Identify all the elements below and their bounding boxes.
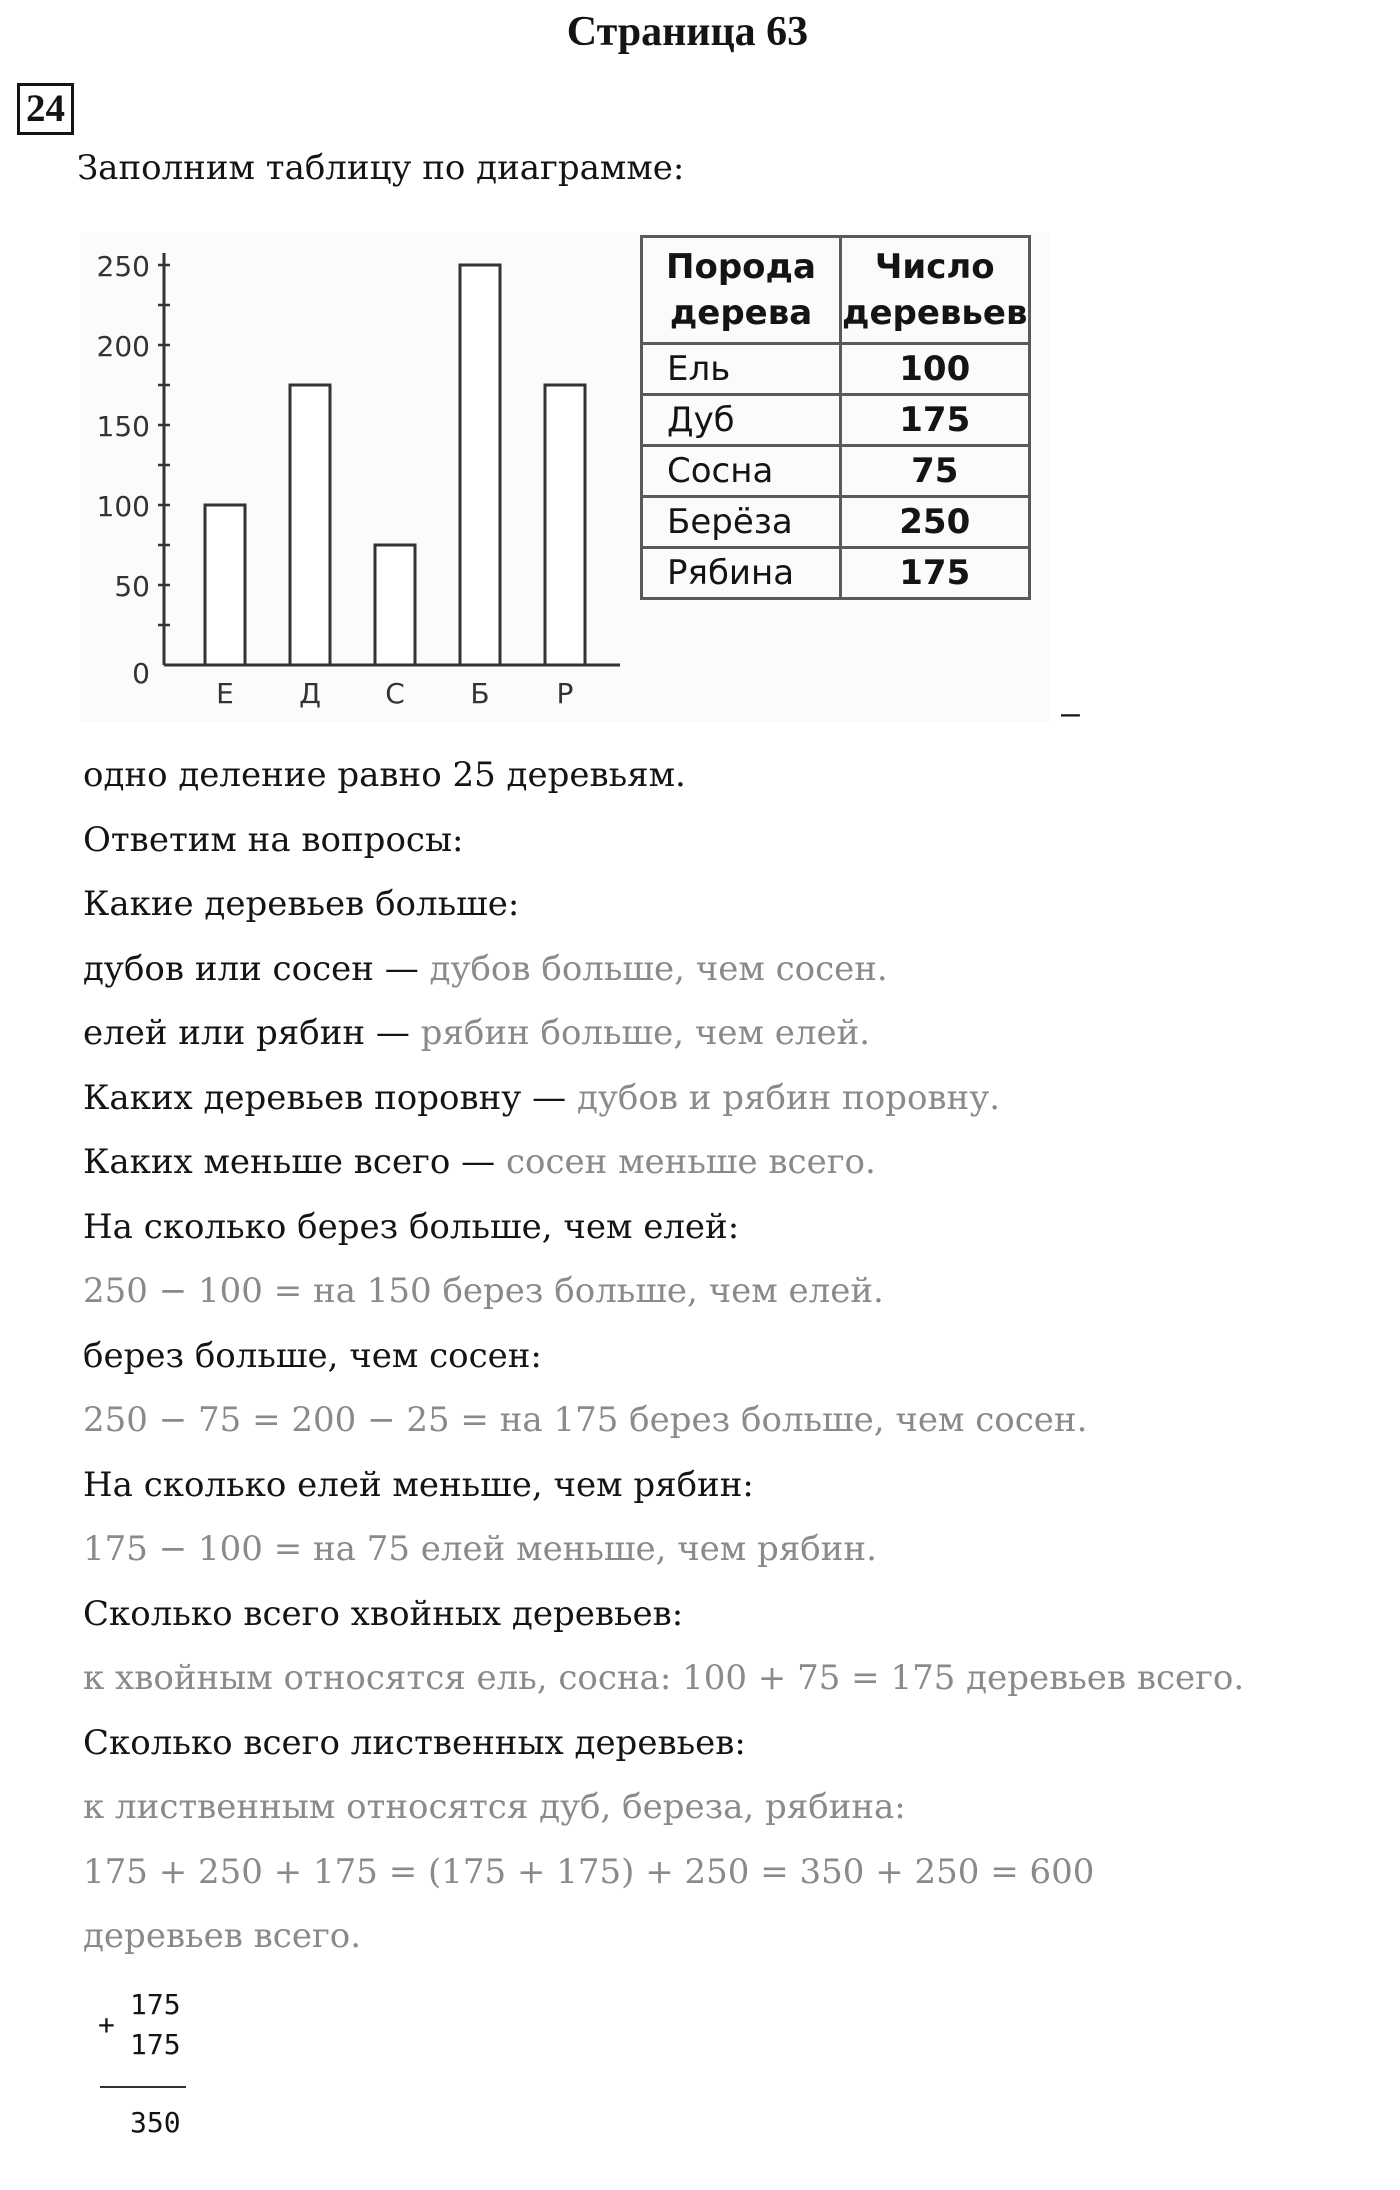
table-row (642, 497, 1030, 548)
plus-sign: + (98, 2008, 115, 2041)
question-text: На сколько елей меньше, чем рябин: (83, 1464, 754, 1505)
answer-text: сосен меньше всего. (505, 1142, 876, 1182)
chart-and-table-figure (80, 232, 1050, 722)
species-cell: Сосна (642, 446, 841, 497)
intro-text: Заполним таблицу по диаграмме: (77, 148, 685, 188)
solution-line (83, 872, 1373, 937)
count-cell: 175 (841, 395, 1030, 446)
question-text: Сколько всего хвойных деревьев: (83, 1593, 684, 1634)
addend-bottom: 175 (130, 2028, 181, 2061)
table-row (642, 548, 1030, 599)
x-tick-label: Д (299, 677, 321, 710)
y-tick-label: 50 (114, 570, 150, 603)
answer-text: 175 + 250 + 175 = (175 + 175) + 250 = 350 + 250 = 600 (83, 1851, 1095, 1892)
tree-table (640, 235, 1031, 600)
question-text: елей или рябин — (83, 1013, 421, 1053)
question-text: На сколько берез больше, чем елей: (83, 1206, 740, 1247)
bar-Р (545, 385, 585, 665)
table-row (642, 395, 1030, 446)
answer-text: дубов больше, чем сосен. (429, 948, 888, 989)
y-tick-label: 200 (96, 330, 150, 363)
solution-line (83, 1259, 1373, 1324)
task-number-box: 24 (17, 83, 74, 135)
sum-result: 350 (130, 2106, 181, 2139)
answer-text: 175 − 100 = на 75 елей меньше, чем рябин. (83, 1529, 877, 1569)
question-text: Ответим на вопросы: (83, 819, 464, 860)
count-cell: 175 (841, 548, 1030, 599)
question-text: Какие деревьев больше: (83, 884, 520, 924)
bar-Е (205, 505, 245, 665)
answer-text: к хвойным относятся ель, сосна: 100 + 75 = 175 деревьев всего. (83, 1658, 1245, 1698)
answer-text: дубов и рябин поровну. (576, 1077, 1001, 1118)
table-header-count: Число деревьев (841, 237, 1030, 344)
page-title: Страница 63 (566, 9, 809, 55)
bar-chart (80, 232, 640, 722)
solution-line (83, 1904, 1373, 1969)
question-text: Сколько всего лиственных деревьев: (83, 1722, 746, 1763)
count-cell: 75 (841, 446, 1030, 497)
x-tick-label: С (385, 677, 405, 710)
solution-text (83, 743, 1373, 1969)
solution-line (83, 937, 1373, 1002)
dash-mark: – (1061, 694, 1080, 732)
solution-line (83, 1453, 1373, 1518)
y-tick-label: 0 (132, 657, 150, 690)
count-cell: 100 (841, 344, 1030, 395)
solution-line (83, 1582, 1373, 1647)
y-tick-label: 150 (96, 410, 150, 443)
x-tick-label: Б (470, 677, 490, 710)
question-text: Каких меньше всего — (83, 1142, 506, 1182)
solution-line (83, 1324, 1373, 1389)
species-cell: Рябина (642, 548, 841, 599)
answer-text: 250 − 75 = 200 − 25 = на 175 берез больше, чем сосен. (83, 1400, 1088, 1440)
sum-rule-line (100, 2086, 186, 2088)
table-row (642, 344, 1030, 395)
y-tick-label: 100 (96, 490, 150, 523)
addend-top: 175 (130, 1988, 181, 2021)
species-cell: Ель (642, 344, 841, 395)
x-tick-label: Р (556, 677, 574, 710)
answer-text: рябин больше, чем елей. (420, 1013, 871, 1053)
count-cell: 250 (841, 497, 1030, 548)
question-text: берез больше, чем сосен: (83, 1335, 542, 1376)
y-tick-label: 250 (96, 250, 150, 283)
answer-text: деревьев всего. (83, 1916, 362, 1956)
question-text: дубов или сосен — (83, 948, 430, 989)
species-cell: Дуб (642, 395, 841, 446)
solution-line (83, 743, 1373, 808)
x-tick-label: Е (216, 677, 234, 710)
solution-line (83, 1646, 1373, 1711)
solution-line (83, 1388, 1373, 1453)
solution-line (83, 1001, 1373, 1066)
bar-Б (460, 265, 500, 665)
bar-Д (290, 385, 330, 665)
solution-line (83, 1840, 1373, 1905)
table-row (642, 446, 1030, 497)
question-text: одно деление равно 25 деревьям. (83, 755, 686, 795)
answer-text: 250 − 100 = на 150 берез больше, чем елей. (83, 1271, 884, 1311)
solution-line (83, 1066, 1373, 1131)
solution-line (83, 1775, 1373, 1840)
column-addition (98, 1988, 248, 2148)
solution-line (83, 1517, 1373, 1582)
solution-line (83, 1130, 1373, 1195)
question-text: Каких деревьев поровну — (83, 1077, 577, 1118)
bar-С (375, 545, 415, 665)
solution-line (83, 1195, 1373, 1260)
answer-text: к лиственным относятся дуб, береза, рябина: (83, 1787, 906, 1827)
species-cell: Берёза (642, 497, 841, 548)
table-header-species: Порода дерева (642, 237, 841, 344)
solution-line (83, 808, 1373, 873)
solution-line (83, 1711, 1373, 1776)
